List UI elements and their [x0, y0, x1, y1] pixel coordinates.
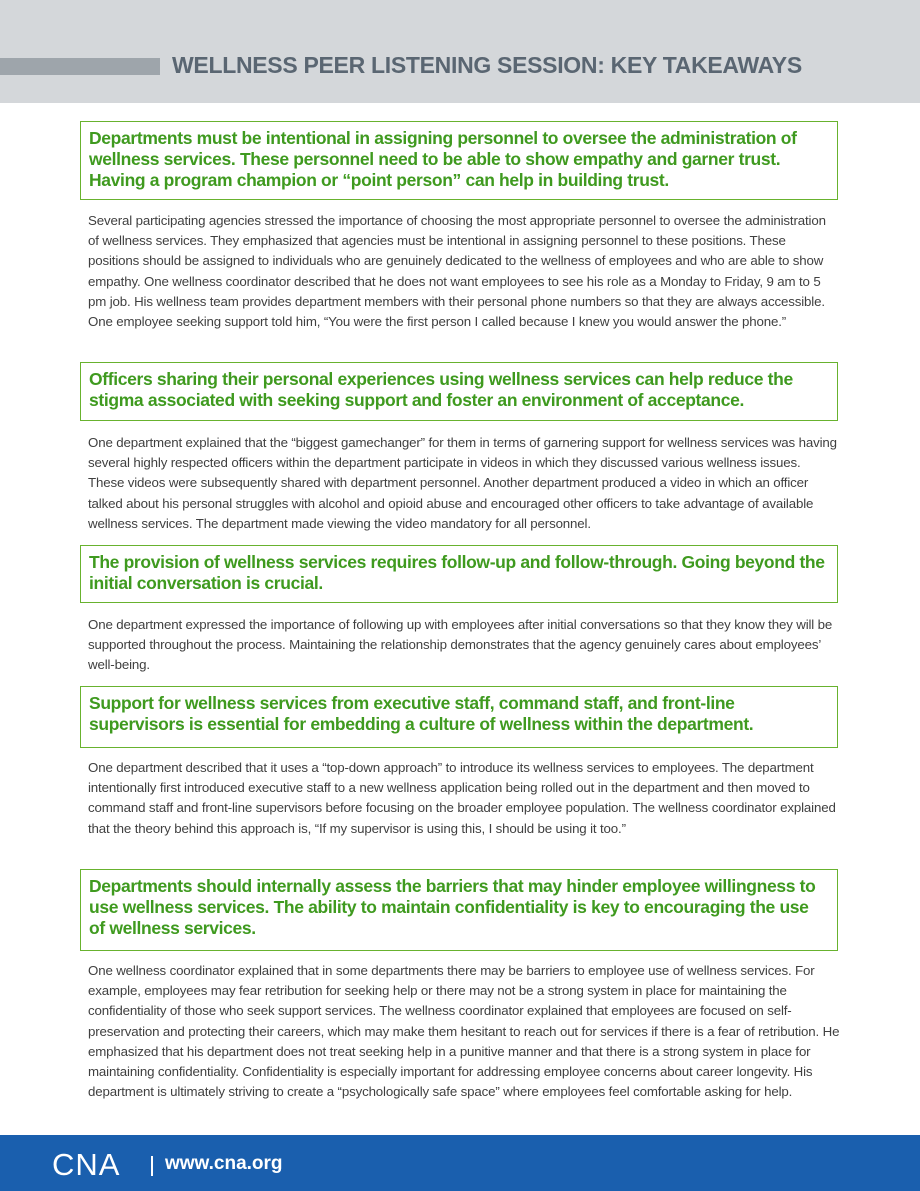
takeaway-heading-5: Departments should internally assess the barriers that may hinder employee willingness to use wellness services. The ability to maintain confidentiality is key to encouraging the use of wellness services.	[80, 869, 838, 951]
footer-divider	[151, 1156, 153, 1176]
takeaway-body-1: Several participating agencies stressed the importance of choosing the most appropriate personnel to oversee the administration of wellness services. They emphasized that agencies must be intentional in assigning personnel to these positions. These positions should be assigned to individuals who are genuinely dedicated to the wellness of employees and who are able to show empathy. One wellness coordinator described that he does not want employees to see his role as a Monday to Friday, 9 am to 5 pm job. His wellness team provides department members with their personal phone numbers so that they are always accessible. One employee seeking support told him, “You were the first person I called because I knew you would answer the phone.”	[88, 213, 826, 330]
takeaway-heading-4: Support for wellness services from executive staff, command staff, and front-line supervisors is essential for embedding a culture of wellness within the department.	[80, 686, 838, 748]
takeaway-body-2: One department explained that the “biggest gamechanger” for them in terms of garnering support for wellness services was having several highly respected officers within the department participate in videos in which they discussed various wellness issues. These videos were subsequently shared with department personnel. Another department produced a video in which an officer talked about his personal struggles with alcohol and opioid abuse and encouraged other officers to take advantage of available wellness services. The department made viewing the video mandatory for all personnel.	[88, 435, 837, 531]
page-title: WELLNESS PEER LISTENING SESSION: KEY TAKEAWAYS	[172, 52, 802, 78]
takeaway-body-3: One department expressed the importance of following up with employees after initial conversations so that they know they will be supported throughout the process. Maintaining the relationship demonstrates that the agency genuinely cares about employees’ well-being.	[88, 617, 833, 673]
takeaway-body-4: One department described that it uses a “top-down approach” to introduce its wellness services to employees. The department intentionally first introduced executive staff to a new wellness application being rolled out in the department and then moved to command staff and front-line supervisors before focusing on the broader employee population. The wellness coordinator explained that the theory behind this approach is, “If my supervisor is using this, I should be using it too.”	[88, 760, 836, 836]
page-header	[0, 0, 920, 103]
takeaway-heading-2: Officers sharing their personal experiences using wellness services can help reduce the stigma associated with seeking support and foster an environment of acceptance.	[80, 362, 838, 421]
page-footer	[0, 1135, 920, 1191]
takeaway-heading-1: Departments must be intentional in assigning personnel to oversee the administration of wellness services. These personnel need to be able to show empathy and garner trust. Having a program champion or “point person” can help in building trust.	[80, 121, 838, 200]
header-accent-bar	[0, 58, 160, 75]
footer-website-link[interactable]: www.cna.org	[165, 1153, 283, 1174]
takeaway-body-5: One wellness coordinator explained that in some departments there may be barriers to employee use of wellness services. For example, employees may fear retribution for seeking help or there may not be a strong system in place for maintaining the confidentiality of those who seek support services. The wellness coordinator explained that employees are focused on self-preservation and protecting their careers, which may make them hesitant to reach out for services if there is a fear of retribution. He emphasized that his department does not treat seeking help in a punitive manner and that there is a strong system in place for maintaining confidentiality. Confidentiality is especially important for addressing employee concerns about career longevity. His department is ultimately striving to create a “psychologically safe space” where employees feel comfortable asking for help.	[88, 963, 840, 1100]
cna-logo: CNA	[52, 1147, 121, 1182]
takeaway-heading-3: The provision of wellness services requires follow-up and follow-through. Going beyond the initial conversation is crucial.	[80, 545, 838, 603]
